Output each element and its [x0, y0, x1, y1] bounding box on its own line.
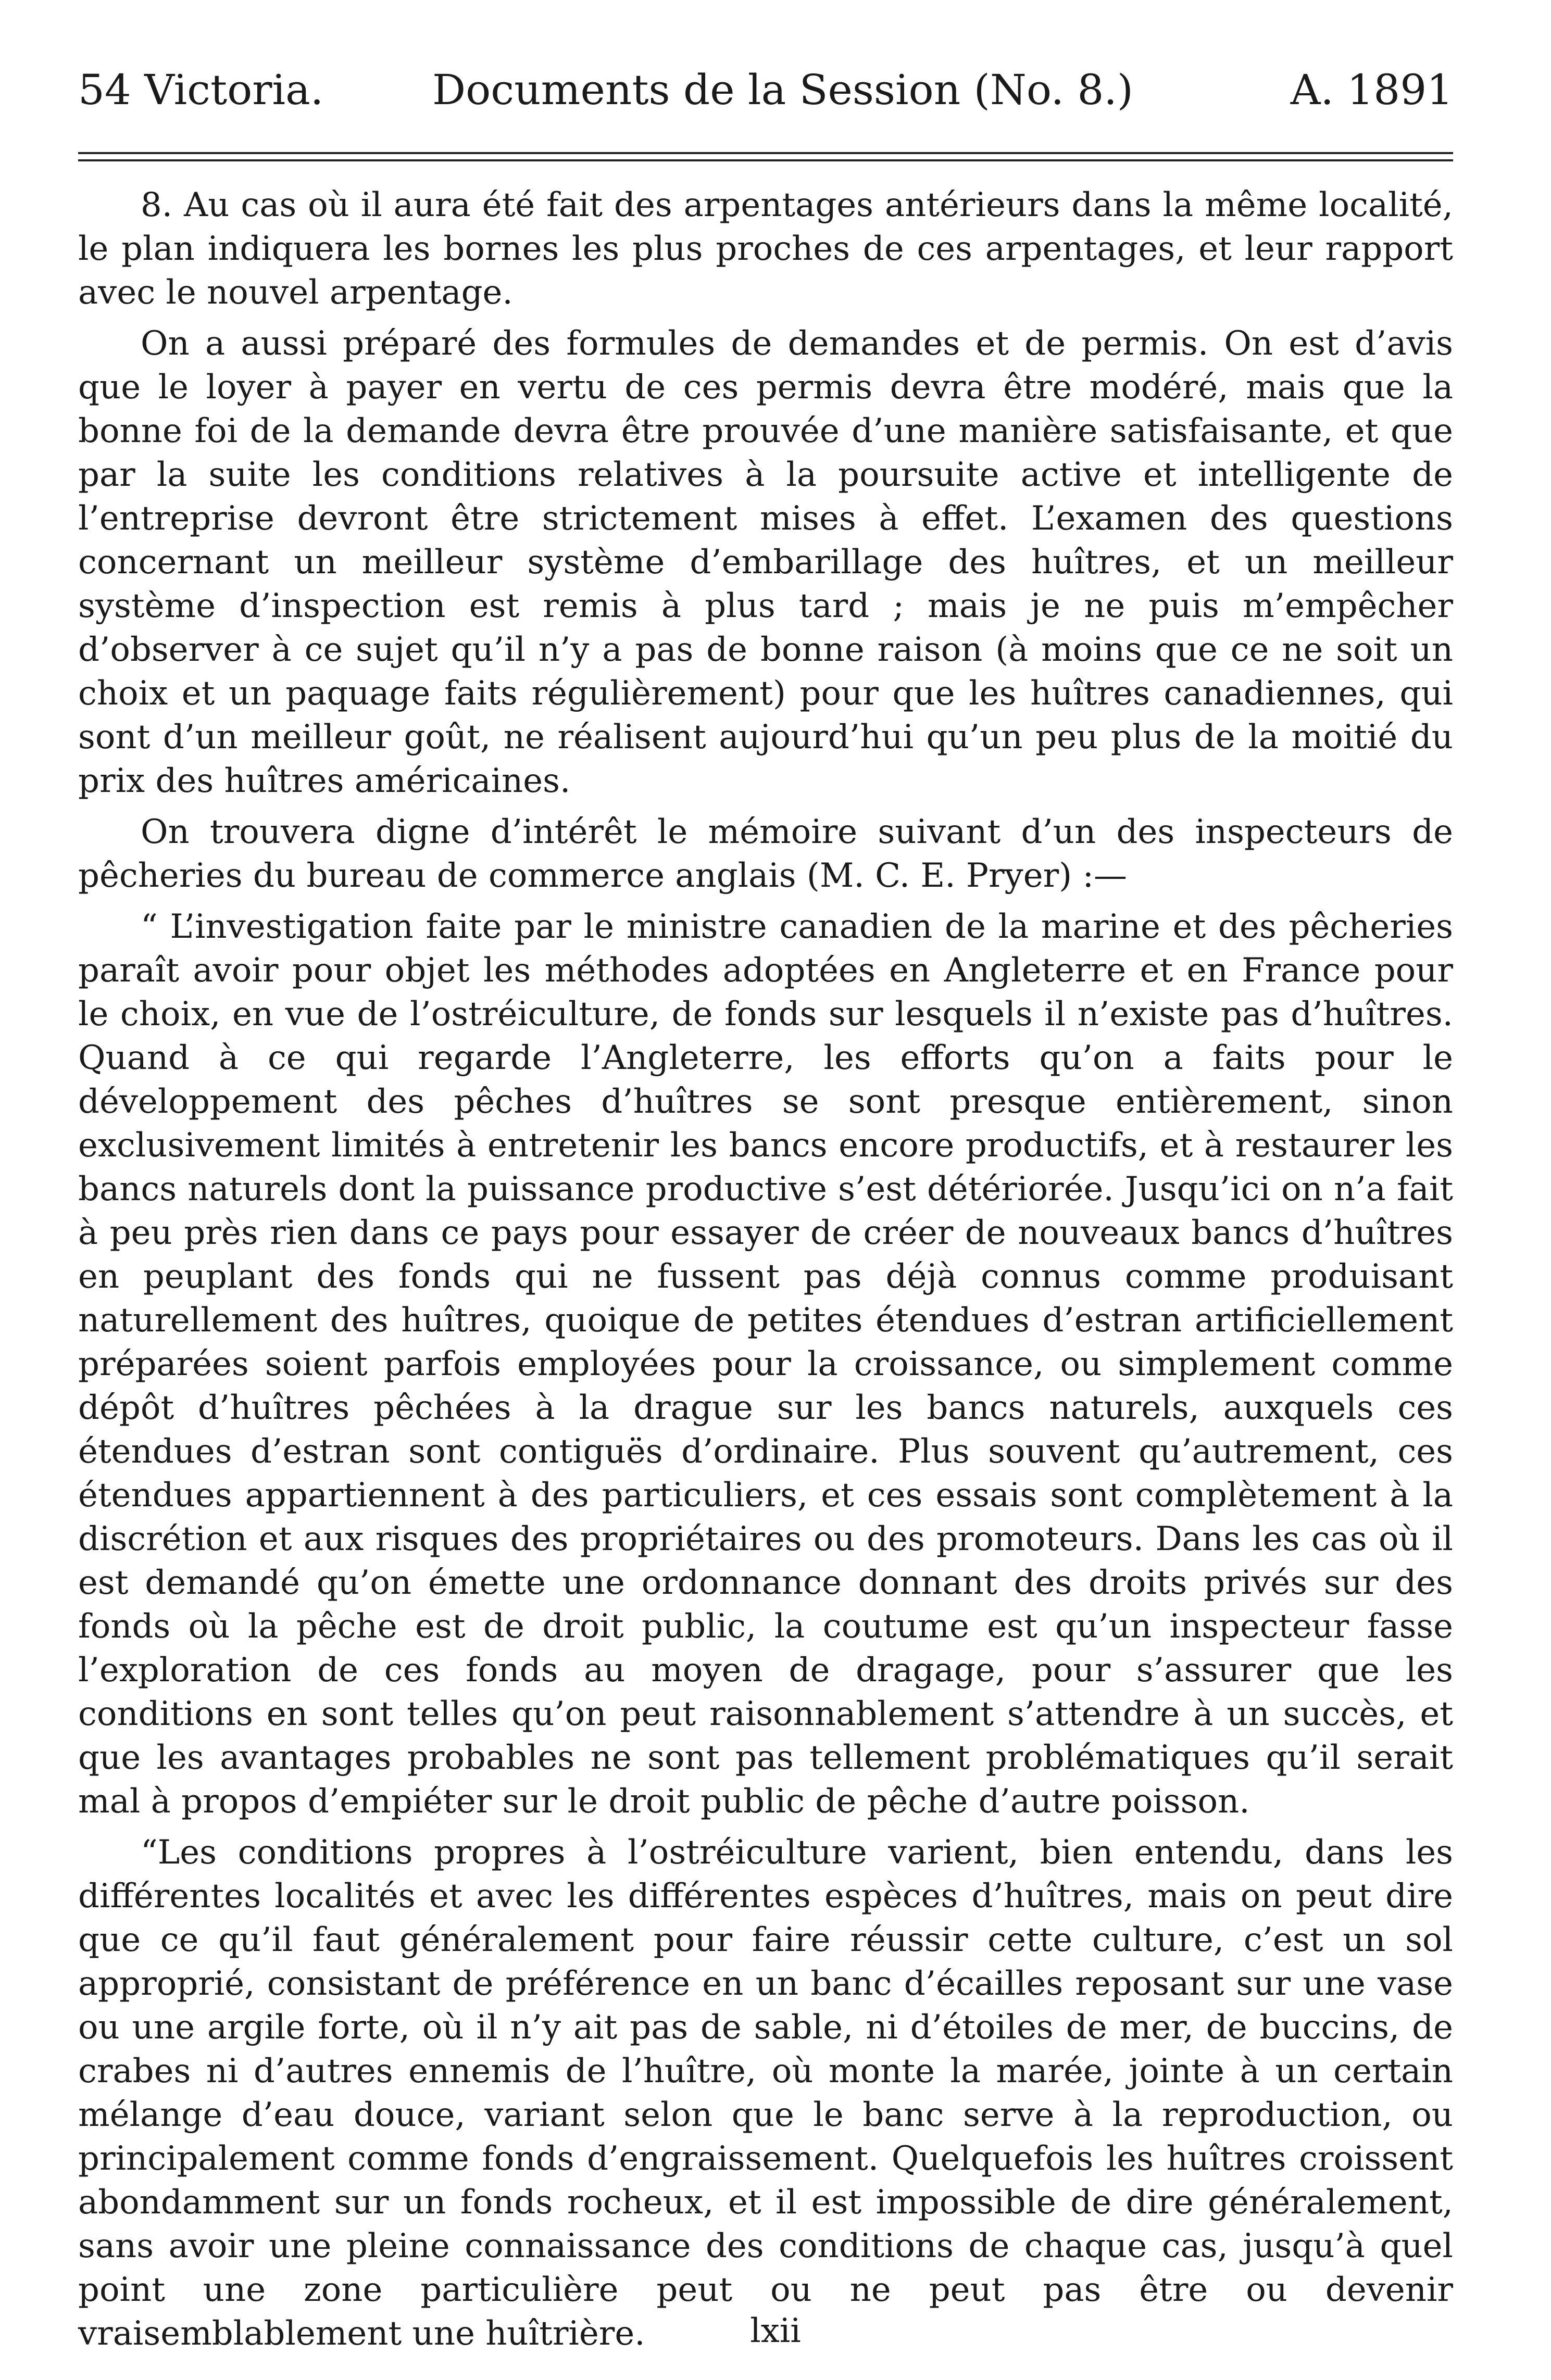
header-rule-top — [78, 152, 1453, 154]
paragraph-quote-investigation: “ L’investigation faite par le ministre canadien de la marine et des pêcheries paraît avoir pour objet les méthodes adoptées en Angleterre et en France pour le choix, en vue de l’ostréiculture, de fonds sur lesquels il n’existe pas d’huîtres. Quand à ce qui regarde l’Angleterre, les efforts qu’on a faits pour le développement des pêches d’huîtres se sont presque entièrement, sinon exclusivement limités à entretenir les bancs encore productifs, et à restaurer les bancs naturels dont la puissance productive s’est détériorée. Jusqu’ici on n’a fait à peu près rien dans ce pays pour essayer de créer de nouveaux bancs d’huîtres en peuplant des fonds qui ne fussent pas déjà connus comme produisant naturellement des huîtres, quoique de petites étendues d’estran artificiellement préparées soient parfois employées pour la croissance, ou simplement comme dépôt d’huîtres pêchées à la drague sur les bancs naturels, auxquels ces étendues d’estran sont contiguës d’ordinaire. Plus souvent qu’autrement, ces étendues appartiennent à des particuliers, et ces essais sont complètement à la discrétion et aux risques des propriétaires ou des promoteurs. Dans les cas où il est demandé qu’on émette une ordonnance donnant des droits privés sur des fonds où la pêche est de droit public, la coutume est qu’un inspecteur fasse l’exploration de ces fonds au moyen de dragage, pour s’assurer que les conditions en sont telles qu’on peut raisonnablement s’attendre à un succès, et que les avantages probables ne sont pas tellement problématiques qu’il serait mal à propos d’empiéter sur le droit public de pêche d’autre poisson. — [78, 908, 1453, 1821]
header-volume: 54 Victoria. — [78, 66, 324, 114]
page-header — [78, 61, 1453, 119]
paragraph-forms-permits: On a aussi préparé des formules de demandes et de permis. On est d’avis que le loyer à payer en vertu de ces permis devra être modéré, mais que la bonne foi de la demande devra être prouvée d’une manière satisfaisante, et que par la suite les conditions relatives à la poursuite active et intelligente de l’entreprise devront être strictement mises à effet. L’examen des questions concernant un meilleur système d’embarillage des huîtres, et un meilleur système d’inspection est remis à plus tard ; mais je ne puis m’empêcher d’observer à ce sujet qu’il n’y a pas de bonne raison (à moins que ce ne soit un choix et un paquage faits régulièrement) pour que les huîtres canadiennes, qui sont d’un meilleur goût, ne réalisent aujourd’hui qu’un peu plus de la moitié du prix des huîtres américaines. — [78, 324, 1453, 800]
paragraph-memoire-intro: On trouvera digne d’intérêt le mémoire suivant d’un des inspecteurs de pêcheries du bureau de commerce anglais (M. C. E. Pryer) :— — [78, 813, 1453, 895]
header-rule-bottom — [78, 159, 1453, 161]
header-year: A. 1891 — [1290, 66, 1453, 114]
body-text — [78, 183, 1453, 2363]
paragraph-quote-conditions: “Les conditions propres à l’ostréiculture varient, bien entendu, dans les différentes localités et avec les différentes espèces d’huîtres, mais on peut dire que ce qu’il faut généralement pour faire réussir cette culture, c’est un sol approprié, consistant de préférence en un banc d’écailles reposant sur une vase ou une argile forte, où il n’y ait pas de sable, ni d’étoiles de mer, de buccins, de crabes ni d’autres ennemis de l’huître, où monte la marée, jointe à un certain mélange d’eau douce, variant selon que le banc serve à la reproduction, ou principalement comme fonds d’engraissement. Quelquefois les huîtres croissent abondamment sur un fonds rocheux, et il est impossible de dire généralement, sans avoir une pleine connaissance des conditions de chaque cas, jusqu’à quel point une zone particulière peut ou ne peut pas être ou devenir vraisemblablement une huîtrière. — [78, 1833, 1453, 2353]
paragraph-item-8: 8. Au cas où il aura été fait des arpentages antérieurs dans la même localité, le plan indiquera les bornes les plus proches de ces arpentages, et leur rapport avec le nouvel arpentage. — [78, 186, 1453, 312]
header-title: Documents de la Session (No. 8.) — [432, 66, 1134, 114]
page-number: lxii — [750, 2312, 801, 2350]
